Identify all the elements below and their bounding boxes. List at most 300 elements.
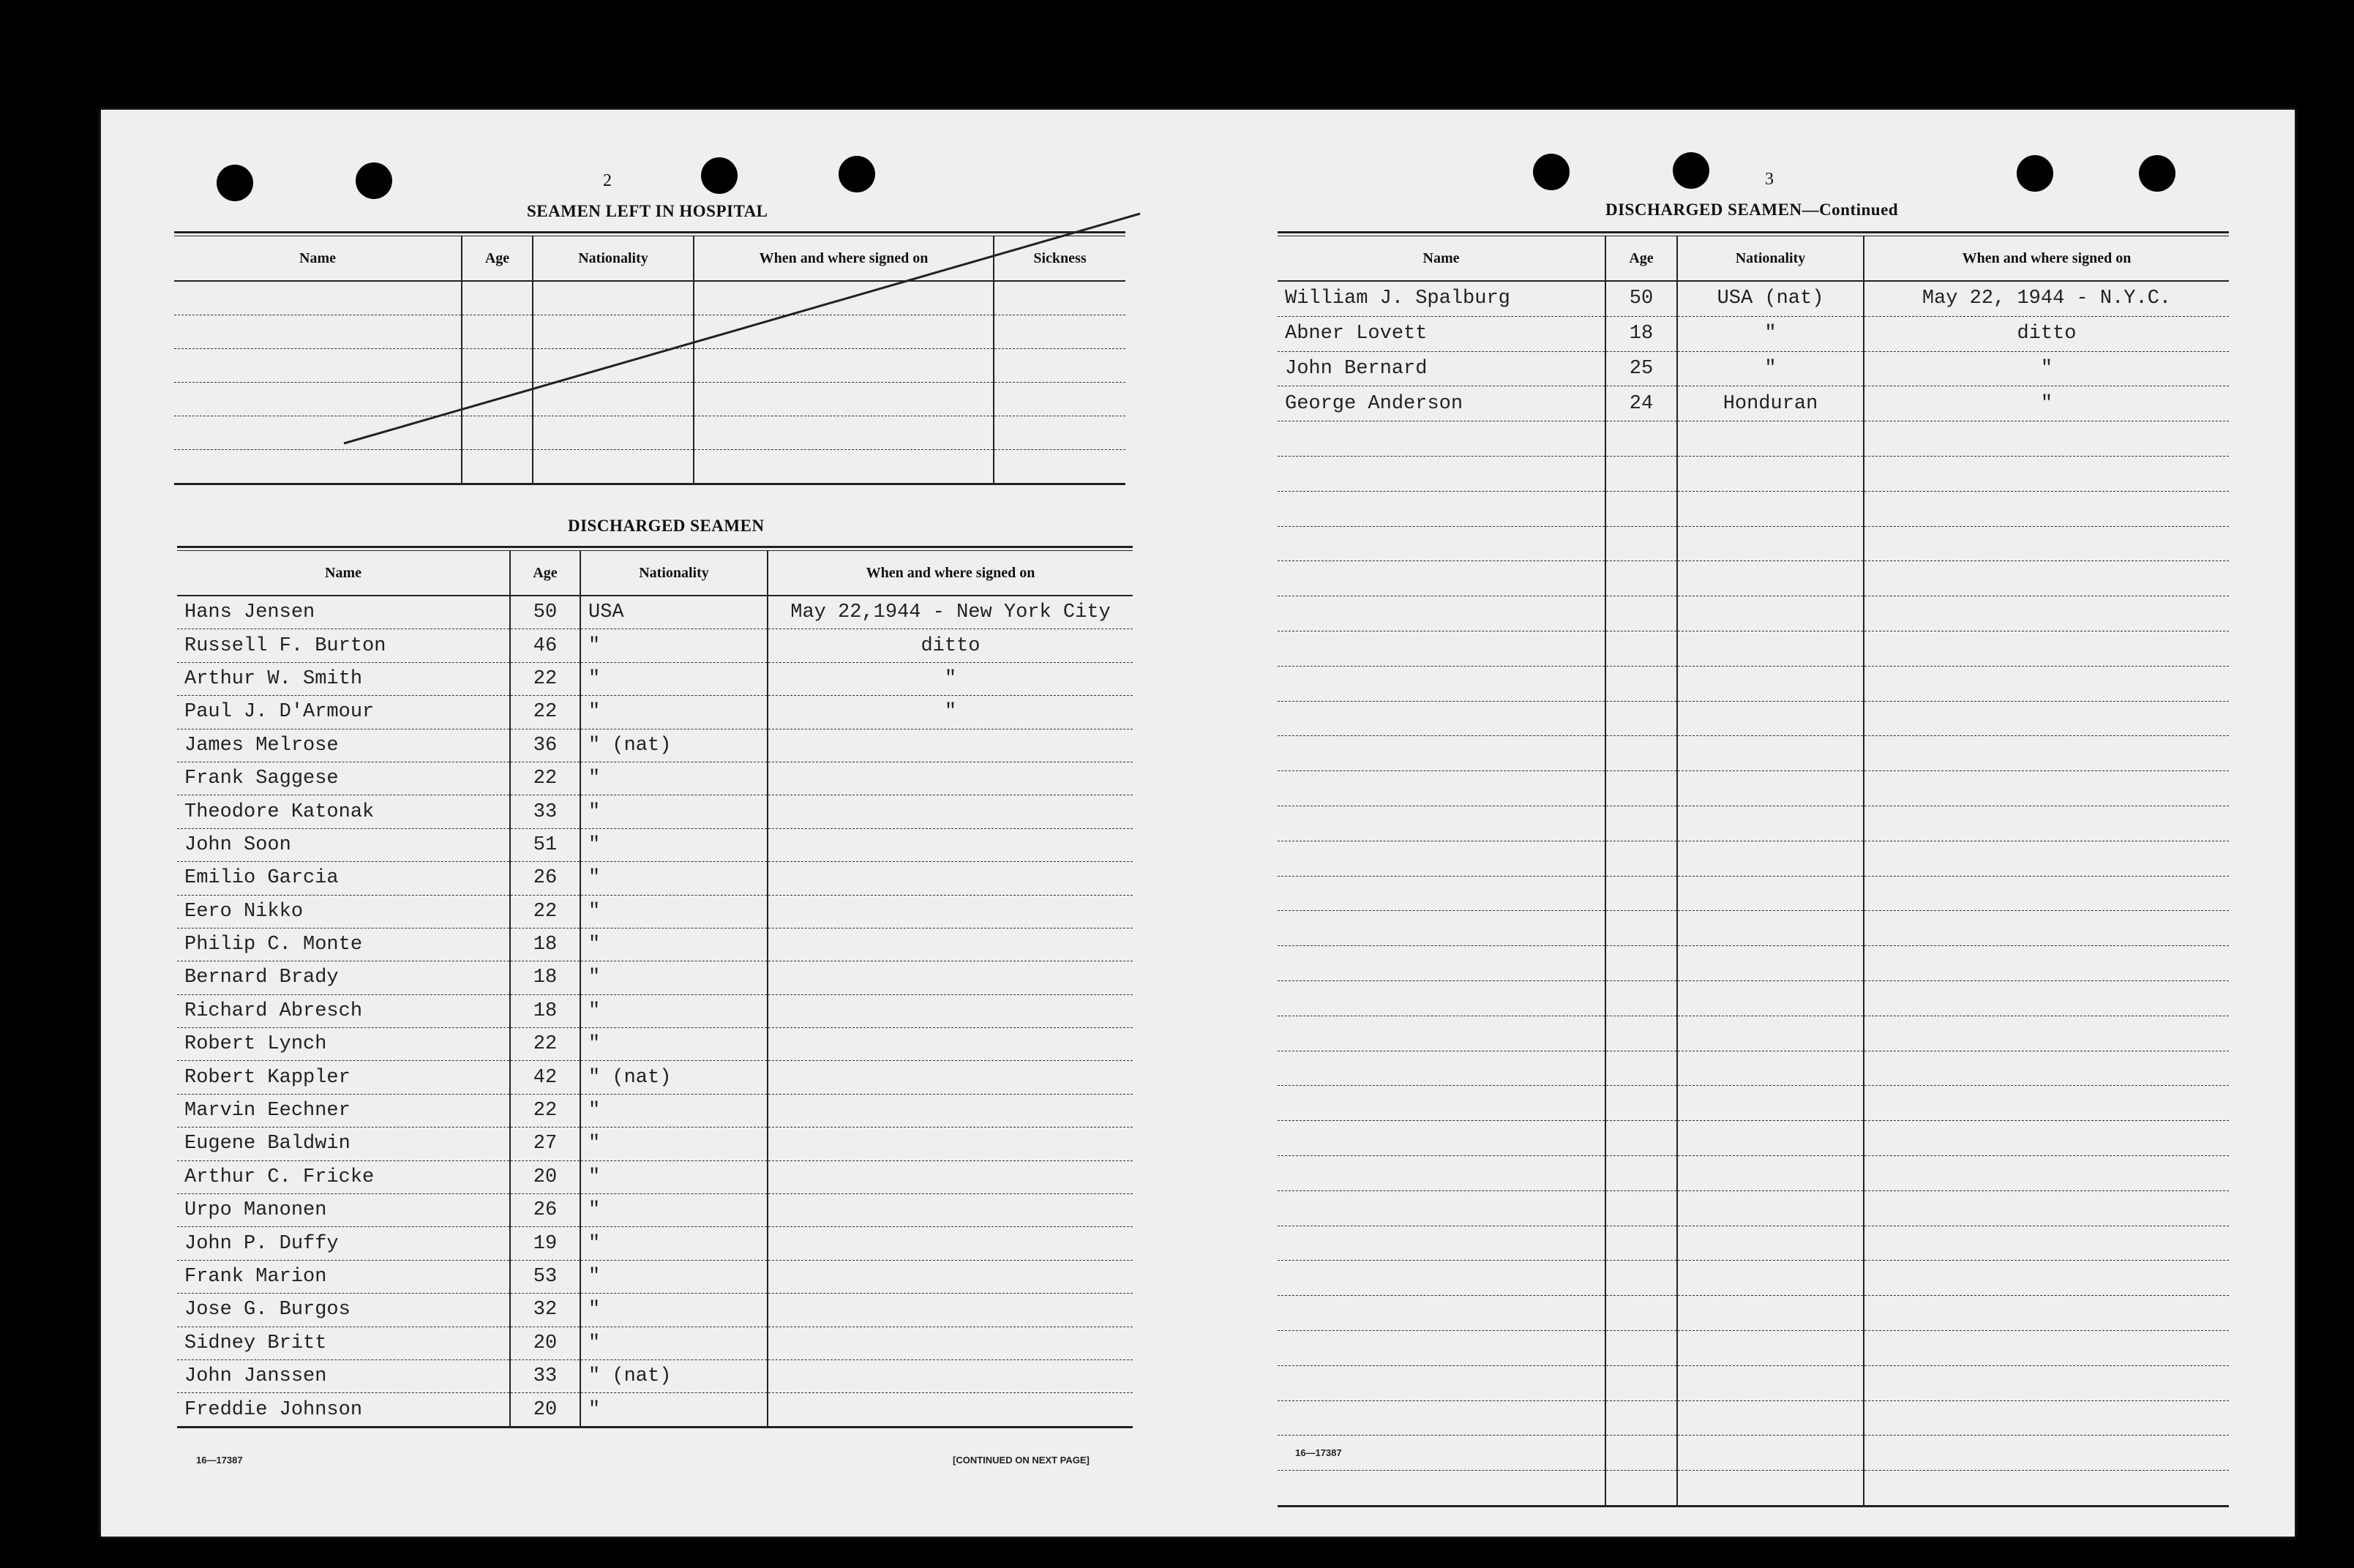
table-cell: USA (nat) <box>1677 281 1864 316</box>
table-cell <box>1677 841 1864 876</box>
table-cell <box>1677 771 1864 806</box>
table-cell <box>1278 1086 1605 1121</box>
table-row <box>177 1128 1133 1160</box>
table-row <box>177 729 1133 762</box>
table-cell <box>1278 561 1605 596</box>
table-cell <box>1677 561 1864 596</box>
table-cell <box>768 928 1133 961</box>
table-row <box>177 1359 1133 1392</box>
table-cell <box>1677 631 1864 666</box>
table-cell <box>1278 1190 1605 1226</box>
table-cell <box>1864 1226 2229 1261</box>
table-cell <box>1278 1155 1605 1190</box>
table-cell: James Melrose <box>177 729 510 762</box>
table-cell <box>1278 421 1605 457</box>
form-number-right: 16—17387 <box>1295 1447 1342 1458</box>
punch-hole <box>1673 152 1709 189</box>
table-cell <box>768 1227 1133 1260</box>
table-cell: 50 <box>1605 281 1677 316</box>
table-cell <box>1864 491 2229 526</box>
column-header: Nationality <box>1677 236 1864 281</box>
table-cell: Urpo Manonen <box>177 1194 510 1227</box>
table-cell <box>1278 1121 1605 1156</box>
table-cell: " <box>1677 351 1864 386</box>
table-cell: Jose G. Burgos <box>177 1294 510 1327</box>
table-cell: " <box>580 1227 768 1260</box>
table-cell: 50 <box>510 596 580 629</box>
page-number-left: 2 <box>603 171 612 190</box>
table-row <box>174 450 1125 484</box>
table-cell <box>1677 1121 1864 1156</box>
table-cell <box>1605 491 1677 526</box>
table-cell: Robert Kappler <box>177 1061 510 1094</box>
table-cell <box>1864 1051 2229 1086</box>
table-cell <box>1864 1016 2229 1051</box>
table-cell: 20 <box>510 1393 580 1427</box>
table-cell <box>768 1294 1133 1327</box>
table-cell: 22 <box>510 895 580 928</box>
table-cell <box>1278 771 1605 806</box>
continued-table-section <box>1278 231 2229 1507</box>
column-header: Nationality <box>580 551 768 596</box>
table-cell: " <box>580 662 768 695</box>
table-cell <box>1605 1261 1677 1296</box>
table-cell <box>533 450 694 484</box>
table-cell: Eugene Baldwin <box>177 1128 510 1160</box>
table-cell: 33 <box>510 1359 580 1392</box>
table-row <box>177 1160 1133 1193</box>
table-cell <box>1278 1330 1605 1365</box>
table-cell <box>1605 911 1677 946</box>
table-row <box>1278 561 2229 596</box>
column-header: Nationality <box>533 236 694 281</box>
table-cell <box>1278 806 1605 841</box>
table-cell <box>1677 526 1864 561</box>
table-cell: Marvin Eechner <box>177 1094 510 1127</box>
continued-title: DISCHARGED SEAMEN—Continued <box>1605 200 1899 219</box>
table-cell <box>1278 456 1605 491</box>
column-header: Name <box>1278 236 1605 281</box>
table-cell: Philip C. Monte <box>177 928 510 961</box>
column-header: Name <box>174 236 462 281</box>
table-cell <box>694 450 994 484</box>
table-row <box>1278 911 2229 946</box>
table-cell <box>1677 1155 1864 1190</box>
table-cell <box>1605 1296 1677 1331</box>
table-cell: John P. Duffy <box>177 1227 510 1260</box>
table-cell <box>462 450 533 484</box>
table-cell <box>768 729 1133 762</box>
table-cell <box>1605 596 1677 631</box>
table-row <box>177 596 1133 629</box>
table-cell <box>1605 736 1677 771</box>
table-cell <box>1278 1296 1605 1331</box>
table-cell <box>1605 701 1677 736</box>
table-cell: 46 <box>510 629 580 662</box>
table-cell: Bernard Brady <box>177 961 510 994</box>
table-cell <box>1605 666 1677 701</box>
table-cell: Freddie Johnson <box>177 1393 510 1427</box>
table-cell: 27 <box>510 1128 580 1160</box>
page-number-right: 3 <box>1765 170 1774 189</box>
table-cell <box>768 762 1133 795</box>
table-row <box>1278 876 2229 911</box>
table-cell <box>1605 946 1677 981</box>
table-cell <box>1864 561 2229 596</box>
table-cell <box>1605 1016 1677 1051</box>
table-cell: 18 <box>510 928 580 961</box>
table-cell: " <box>768 696 1133 729</box>
discharged-title: DISCHARGED SEAMEN <box>568 517 765 535</box>
table-cell <box>1605 841 1677 876</box>
table-row <box>1278 1086 2229 1121</box>
table-row <box>1278 526 2229 561</box>
table-row <box>177 862 1133 895</box>
table-cell: John Janssen <box>177 1359 510 1392</box>
table-cell <box>768 961 1133 994</box>
table-cell: Richard Abresch <box>177 994 510 1027</box>
column-header: When and where signed on <box>1864 236 2229 281</box>
table-cell <box>1864 736 2229 771</box>
table-cell: " <box>580 762 768 795</box>
table-cell <box>1278 1261 1605 1296</box>
table-cell: " <box>1864 351 2229 386</box>
table-cell: " <box>580 862 768 895</box>
table-cell: Paul J. D'Armour <box>177 696 510 729</box>
table-cell <box>1677 876 1864 911</box>
table-cell <box>1677 1261 1864 1296</box>
table-row <box>1278 456 2229 491</box>
table-cell <box>1677 421 1864 457</box>
table-cell <box>1864 1471 2229 1507</box>
table-cell <box>768 1194 1133 1227</box>
table-cell: " <box>580 895 768 928</box>
table-cell <box>1864 946 2229 981</box>
table-cell <box>1278 1471 1605 1507</box>
table-cell <box>1864 1086 2229 1121</box>
table-cell <box>1864 1190 2229 1226</box>
table-cell: 18 <box>510 994 580 1027</box>
table-cell <box>1864 631 2229 666</box>
table-row <box>1278 1190 2229 1226</box>
double-rule <box>1278 231 2229 236</box>
table-cell: 51 <box>510 828 580 861</box>
table-cell <box>1864 1400 2229 1436</box>
table-cell <box>1677 1016 1864 1051</box>
table-row <box>1278 1436 2229 1471</box>
table-cell <box>1278 876 1605 911</box>
table-row <box>1278 1121 2229 1156</box>
table-cell: " (nat) <box>580 729 768 762</box>
table-cell <box>768 895 1133 928</box>
column-header: When and where signed on <box>694 236 994 281</box>
table-cell <box>1864 666 2229 701</box>
table-cell <box>1677 1051 1864 1086</box>
table-row <box>177 895 1133 928</box>
table-cell <box>1677 911 1864 946</box>
table-row <box>177 994 1133 1027</box>
table-cell <box>1605 1330 1677 1365</box>
table-row <box>177 1393 1133 1427</box>
table-cell: 22 <box>510 662 580 695</box>
table-cell: Sidney Britt <box>177 1327 510 1359</box>
table-row <box>1278 316 2229 351</box>
table-cell <box>1864 421 2229 457</box>
punch-hole <box>356 162 392 199</box>
table-row <box>177 629 1133 662</box>
table-row <box>177 1294 1133 1327</box>
table-cell <box>1278 1400 1605 1436</box>
table-cell <box>768 1359 1133 1392</box>
table-cell <box>768 1028 1133 1061</box>
table-cell: " <box>580 928 768 961</box>
table-cell: John Bernard <box>1278 351 1605 386</box>
table-cell <box>1864 806 2229 841</box>
table-cell <box>1864 876 2229 911</box>
table-cell <box>1278 701 1605 736</box>
table-cell: " (nat) <box>580 1359 768 1392</box>
table-cell <box>1605 1155 1677 1190</box>
table-cell <box>1864 1436 2229 1471</box>
table-row <box>177 961 1133 994</box>
discharged-table-section <box>177 546 1133 1428</box>
table-row <box>177 1327 1133 1359</box>
table-cell <box>1278 1226 1605 1261</box>
table-cell <box>1677 1190 1864 1226</box>
table-cell <box>174 450 462 484</box>
table-cell: 18 <box>1605 316 1677 351</box>
table-cell: 42 <box>510 1061 580 1094</box>
table-cell: 32 <box>510 1294 580 1327</box>
table-cell: " <box>1677 316 1864 351</box>
table-cell: Abner Lovett <box>1278 316 1605 351</box>
table-cell: " <box>1864 386 2229 421</box>
punch-hole <box>701 157 738 194</box>
table-cell: 18 <box>510 961 580 994</box>
table-row <box>1278 1261 2229 1296</box>
table-cell <box>1864 1121 2229 1156</box>
table-cell: William J. Spalburg <box>1278 281 1605 316</box>
column-header: Name <box>177 551 510 596</box>
table-cell: Arthur W. Smith <box>177 662 510 695</box>
table-cell <box>1864 596 2229 631</box>
table-cell <box>768 1128 1133 1160</box>
table-row <box>1278 1051 2229 1086</box>
table-row <box>1278 841 2229 876</box>
table-row <box>177 696 1133 729</box>
table-cell <box>1864 1296 2229 1331</box>
table-row <box>1278 980 2229 1016</box>
table-cell <box>1864 1330 2229 1365</box>
table-row <box>1278 1330 2229 1365</box>
table-row <box>177 1227 1133 1260</box>
table-cell <box>1677 701 1864 736</box>
table-row <box>1278 1471 2229 1507</box>
table-cell: Eero Nikko <box>177 895 510 928</box>
table-row <box>1278 281 2229 316</box>
table-cell <box>1278 736 1605 771</box>
table-cell <box>1677 1086 1864 1121</box>
table-cell: Arthur C. Fricke <box>177 1160 510 1193</box>
column-header: Age <box>462 236 533 281</box>
table-cell <box>1278 980 1605 1016</box>
table-row <box>1278 421 2229 457</box>
table-cell: 19 <box>510 1227 580 1260</box>
document-sheet <box>101 110 2295 1537</box>
column-header: Age <box>1605 236 1677 281</box>
table-cell <box>1864 456 2229 491</box>
table-cell <box>1677 1436 1864 1471</box>
table-row <box>1278 631 2229 666</box>
table-cell: 22 <box>510 1094 580 1127</box>
table-cell: 20 <box>510 1327 580 1359</box>
punch-hole <box>217 165 253 201</box>
table-cell <box>1677 456 1864 491</box>
table-row <box>1278 666 2229 701</box>
table-cell: " (nat) <box>580 1061 768 1094</box>
table-cell: " <box>580 994 768 1027</box>
strike-through-line <box>342 212 1147 446</box>
table-cell: " <box>580 961 768 994</box>
table-row <box>1278 1400 2229 1436</box>
table-cell: 26 <box>510 862 580 895</box>
table-cell <box>1605 1365 1677 1400</box>
table-row <box>177 1194 1133 1227</box>
table-cell <box>768 828 1133 861</box>
form-number-left: 16—17387 <box>196 1455 243 1466</box>
table-cell <box>1278 526 1605 561</box>
table-cell: " <box>580 1194 768 1227</box>
punch-hole <box>1533 154 1570 190</box>
table-cell: Hans Jensen <box>177 596 510 629</box>
table-cell <box>768 1260 1133 1293</box>
hospital-title: SEAMEN LEFT IN HOSPITAL <box>527 202 768 220</box>
table-cell: USA <box>580 596 768 629</box>
table-cell: " <box>580 1294 768 1327</box>
table-cell <box>1278 631 1605 666</box>
table-cell: Theodore Katonak <box>177 795 510 828</box>
table-cell <box>1677 1296 1864 1331</box>
table-row <box>177 662 1133 695</box>
table-cell: George Anderson <box>1278 386 1605 421</box>
table-cell: " <box>580 1128 768 1160</box>
table-cell <box>1278 491 1605 526</box>
table-cell: May 22, 1944 - N.Y.C. <box>1864 281 2229 316</box>
punch-hole <box>839 156 875 192</box>
table-row <box>1278 351 2229 386</box>
table-row <box>1278 771 2229 806</box>
table-cell <box>1864 1365 2229 1400</box>
table-row <box>1278 701 2229 736</box>
table-cell <box>1605 456 1677 491</box>
table-cell <box>1677 1400 1864 1436</box>
punch-hole <box>2139 155 2175 192</box>
table-cell: 36 <box>510 729 580 762</box>
table-cell <box>1605 1471 1677 1507</box>
table-cell <box>1278 841 1605 876</box>
table-cell <box>1605 1121 1677 1156</box>
table-cell <box>1677 1365 1864 1400</box>
continued-table <box>1278 236 2229 1507</box>
table-cell: ditto <box>1864 316 2229 351</box>
table-cell: Robert Lynch <box>177 1028 510 1061</box>
table-cell <box>768 1160 1133 1193</box>
table-cell: " <box>580 1260 768 1293</box>
table-row <box>177 1061 1133 1094</box>
table-cell <box>1605 771 1677 806</box>
table-row <box>1278 1016 2229 1051</box>
column-header: When and where signed on <box>768 551 1133 596</box>
table-cell <box>1864 841 2229 876</box>
table-cell: Honduran <box>1677 386 1864 421</box>
table-cell <box>1278 1016 1605 1051</box>
table-cell <box>1278 911 1605 946</box>
table-cell: " <box>580 828 768 861</box>
table-cell <box>1605 526 1677 561</box>
table-cell: 53 <box>510 1260 580 1293</box>
table-cell <box>1278 666 1605 701</box>
double-rule <box>177 546 1133 551</box>
table-cell: Emilio Garcia <box>177 862 510 895</box>
table-cell: 22 <box>510 762 580 795</box>
table-cell: " <box>580 629 768 662</box>
table-cell: " <box>580 1327 768 1359</box>
table-cell <box>1677 1226 1864 1261</box>
table-cell <box>1677 736 1864 771</box>
table-cell <box>1677 596 1864 631</box>
table-cell <box>1677 946 1864 981</box>
table-cell <box>1605 1051 1677 1086</box>
continued-note: [CONTINUED ON NEXT PAGE] <box>953 1455 1090 1466</box>
table-cell <box>1864 526 2229 561</box>
table-cell: Frank Marion <box>177 1260 510 1293</box>
discharged-table <box>177 551 1133 1428</box>
table-row <box>1278 1155 2229 1190</box>
table-cell: 33 <box>510 795 580 828</box>
table-cell <box>1605 561 1677 596</box>
table-cell <box>1864 771 2229 806</box>
table-row <box>1278 386 2229 421</box>
table-row <box>1278 1365 2229 1400</box>
table-cell <box>1605 876 1677 911</box>
column-header: Age <box>510 551 580 596</box>
table-row <box>1278 1296 2229 1331</box>
table-row <box>177 1094 1133 1127</box>
table-row <box>177 762 1133 795</box>
table-cell <box>768 1327 1133 1359</box>
table-cell: " <box>580 1028 768 1061</box>
table-cell: 24 <box>1605 386 1677 421</box>
table-row <box>177 828 1133 861</box>
table-cell <box>768 862 1133 895</box>
table-cell: 22 <box>510 696 580 729</box>
table-row <box>177 928 1133 961</box>
table-cell <box>1278 1051 1605 1086</box>
table-cell: " <box>580 696 768 729</box>
table-cell <box>1605 1400 1677 1436</box>
table-cell <box>768 994 1133 1027</box>
table-cell: " <box>580 1094 768 1127</box>
table-cell <box>1864 701 2229 736</box>
table-row <box>1278 806 2229 841</box>
table-cell <box>1605 806 1677 841</box>
table-cell <box>1677 980 1864 1016</box>
table-cell <box>1864 980 2229 1016</box>
table-row <box>1278 946 2229 981</box>
table-cell <box>1864 911 2229 946</box>
column-header: Sickness <box>994 236 1125 281</box>
table-cell <box>1278 596 1605 631</box>
